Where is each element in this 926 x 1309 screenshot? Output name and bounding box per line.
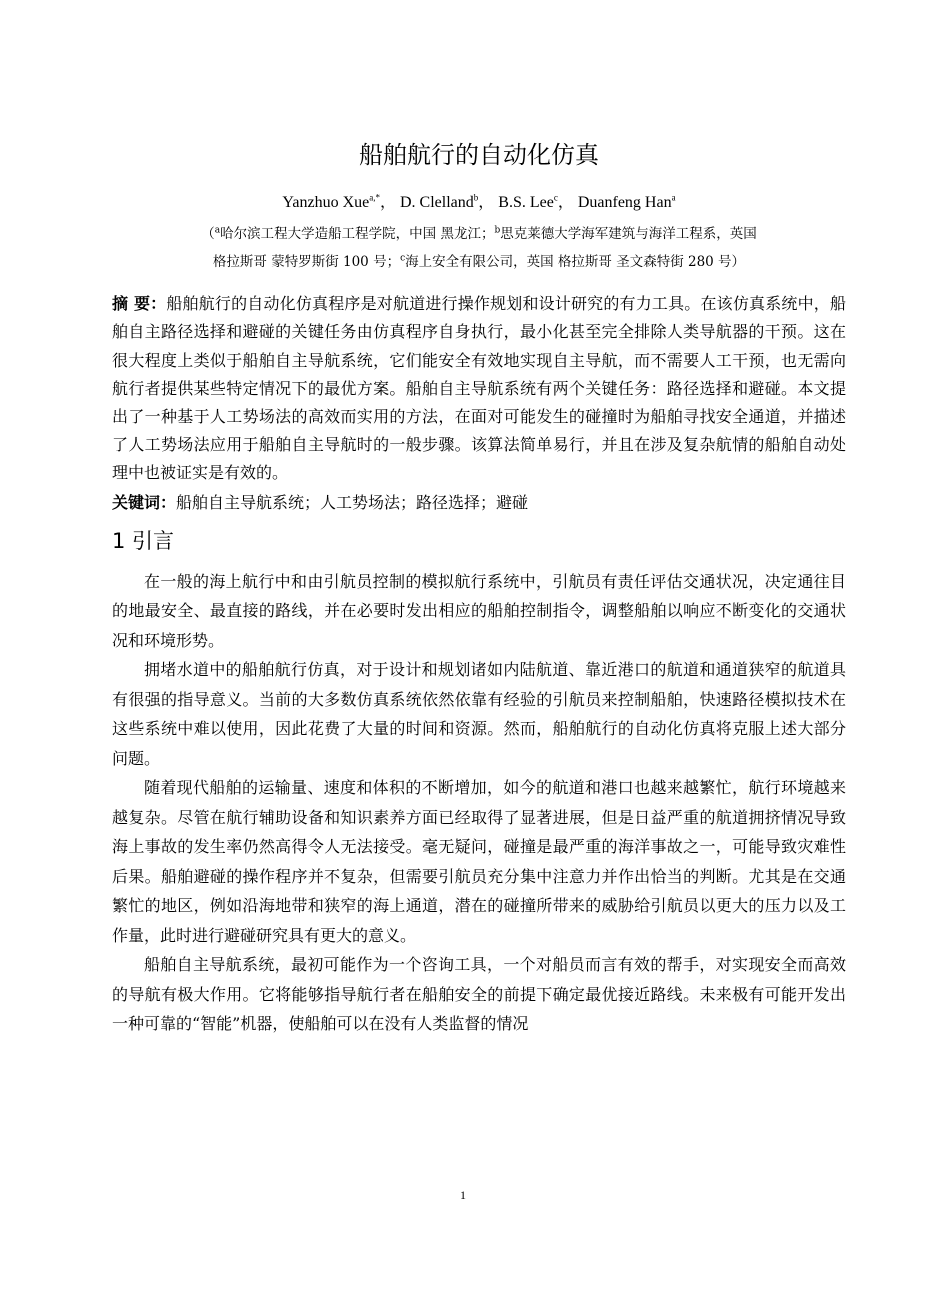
author-separator: ，	[379, 194, 396, 212]
affiliation-open-paren: （	[201, 226, 215, 243]
author-line	[112, 189, 846, 212]
abstract-text: 船舶航行的自动化仿真程序是对航道进行操作规划和设计研究的有力工具。在该仿真系统中，船舶自主路径选择和避碰的关键任务由仿真程序自身执行，最小化甚至完全排除人类导航器的干预。这在很大程度上类似于船舶自主导航系统，它们能安全有效地实现自主导航，而不需要人工干预，也无需向航行者提供某些特定情况下的最优方案。船舶自主导航系统有两个关键任务：路径选择和避碰。本文提出了一种基于人工势场法的高效而实用的方法，在面对可能发生的碰撞时为船舶寻找安全通道，并描述了人工势场法应用于船舶自主导航时的一般步骤。该算法简单易行，并且在涉及复杂航情的船舶自动处理中也被证实是有效的。	[112, 294, 846, 483]
author-name: D. Clelland	[399, 194, 474, 212]
keywords-text: 船舶自主导航系统；人工势场法；路径选择；避碰	[176, 492, 529, 512]
affiliation-a: 哈尔滨工程大学造船工程学院，中国 黑龙江；	[220, 226, 495, 243]
page-number: 1	[460, 1188, 466, 1202]
affiliation-line-1	[112, 220, 846, 248]
body-paragraph: 拥堵水道中的船舶航行仿真，对于设计和规划诸如内陆航道、靠近港口的航道和通道狭窄的航道具有很强的指导意义。当前的大多数仿真系统依然依靠有经验的引航员来控制船舶，快速路径模拟技术在这些系统中难以使用，因此花费了大量的时间和资源。然而，船舶航行的自动化仿真将克服上述大部分问题。	[112, 660, 846, 768]
author-name: B.S. Lee	[498, 194, 554, 212]
body-paragraph: 在一般的海上航行中和由引航员控制的模拟航行系统中，引航员有责任评估交通状况，决定通往目的地最安全、最直接的路线，并在必要时发出相应的船舶控制指令，调整船舶以响应不断变化的交通状况和环境形势。	[112, 571, 846, 650]
affiliation-a-marker: a	[214, 225, 221, 236]
author-name: Yanzhuo Xue	[282, 194, 370, 212]
keywords	[112, 489, 846, 517]
section-heading: 1 引言	[112, 528, 175, 553]
affiliation-b-cont: 格拉斯哥 蒙特罗斯街 100 号；	[212, 254, 401, 271]
author-superscript: c	[553, 192, 558, 203]
author-superscript: a,*	[369, 192, 380, 203]
affiliation-b-marker: b	[494, 225, 501, 236]
affiliations	[112, 220, 846, 276]
abstract	[112, 290, 846, 487]
body-paragraph: 随着现代船舶的运输量、速度和体积的不断增加，如今的航道和港口也越来越繁忙，航行环境越来越复杂。尽管在航行辅助设备和知识素养方面已经取得了显著进展，但是日益严重的航道拥挤情况导致海上事故的发生率仍然高得令人无法接受。毫无疑问，碰撞是最严重的海洋事故之一，可能导致灾难性后果。船舶避碰的操作程序并不复杂，但需要引航员充分集中注意力并作出恰当的判断。尤其是在交通繁忙的地区，例如沿海地带和狭窄的海上通道，潜在的碰撞所带来的威胁给引航员以更大的压力以及工作量，此时进行避碰研究具有更大的意义。	[112, 778, 846, 945]
author-superscript: a	[671, 192, 676, 203]
affiliation-line-2	[112, 248, 846, 276]
affiliation-c-marker: c	[400, 253, 406, 264]
author-name: Duanfeng Han	[577, 194, 672, 212]
keywords-label: 关键词：	[112, 492, 177, 512]
author-separator: ，	[478, 194, 495, 212]
paper-title: 船舶航行的自动化仿真	[359, 141, 599, 169]
abstract-label: 摘 要：	[112, 294, 167, 314]
author-superscript: b	[473, 192, 479, 203]
author-separator: ，	[557, 194, 574, 212]
affiliation-b: 思克莱德大学海军建筑与海洋工程系，英国	[500, 226, 757, 243]
affiliation-c: 海上安全有限公司，英国 格拉斯哥 圣文森特街 280 号）	[405, 254, 746, 271]
body-paragraph: 船舶自主导航系统，最初可能作为一个咨询工具，一个对船员而言有效的帮手，对实现安全而高效的导航有极大作用。它将能够指导航行者在船舶安全的前提下确定最优接近路线。未来极有可能开发出一种可靠的“智能”机器，使船舶可以在没有人类监督的情况	[112, 955, 846, 1034]
